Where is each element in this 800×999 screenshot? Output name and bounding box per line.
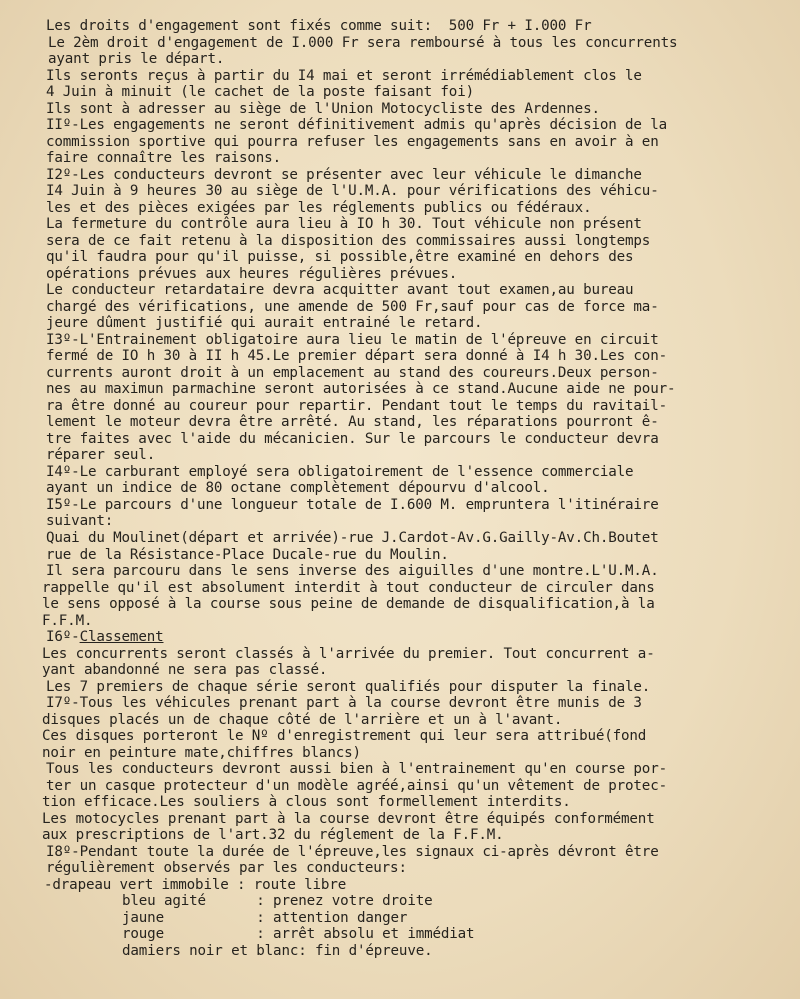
text-line: ter un casque protecteur d'un modèle agréé,ainsi qu'un vêtement de protec- [46, 777, 667, 794]
text-line: le sens opposé à la course sous peine de demande de disqualification,à la [42, 596, 655, 613]
text-line: Ils sont à adresser au siège de l'Union Motocycliste des Ardennes. [46, 100, 600, 117]
text-line: yant abandonné ne sera pas classé. [42, 662, 328, 679]
text-line: Le 2èm droit d'engagement de I.000 Fr sera remboursé à tous les concurrents [48, 34, 678, 51]
text-line: I7º-Tous les véhicules prenant part à la course devront être munis de 3 [46, 695, 642, 712]
text-line: Les 7 premiers de chaque série seront qualifiés pour disputer la finale. [46, 678, 651, 695]
text-line: IIº-Les engagements ne seront définitivement admis qu'après décision de la [46, 117, 667, 134]
text-line: régulièrement observés par les conducteurs: [46, 860, 407, 877]
text-line: F.F.M. [42, 612, 93, 629]
text-line: qu'il faudra pour qu'il puisse, si possible,être examiné en dehors des [46, 249, 634, 266]
text-line: I3º-L'Entrainement obligatoire aura lieu le matin de l'épreuve en circuit [46, 331, 659, 348]
text-line: fermé de IO h 30 à II h 45.Le premier départ sera donné à I4 h 30.Les con- [46, 348, 667, 365]
text-line: lement le moteur devra être arrêté. Au stand, les réparations pourront ê- [46, 414, 659, 431]
text-line: suivant: [46, 513, 114, 530]
text-line: Il sera parcouru dans le sens inverse des aiguilles d'une montre.L'U.M.A. [46, 563, 659, 580]
text-line: aux prescriptions de l'art.32 du réglement de la F.F.M. [42, 827, 504, 844]
text-line: tion efficace.Les souliers à clous sont formellement interdits. [42, 794, 571, 811]
text-line: Les concurrents seront classés à l'arrivée du premier. Tout concurrent a- [42, 645, 655, 662]
text-line: faire connaître les raisons. [46, 150, 281, 167]
text-block [42, 18, 778, 959]
text-line: I5º-Le parcours d'une longueur totale de I.600 M. empruntera l'itinéraire [46, 496, 659, 513]
text-line: Les droits d'engagement sont fixés comme suit: 500 Fr + I.000 Fr [46, 18, 592, 34]
text-line: damiers noir et blanc: fin d'épreuve. [122, 942, 433, 959]
text-line: commission sportive qui pourra refuser les engagements sans en avoir à en [46, 133, 659, 150]
text-line: I4 Juin à 9 heures 30 au siège de l'U.M.A. pour vérifications des véhicu- [46, 183, 659, 200]
text-line: nes au maximun parmachine seront autorisées à ce stand.Aucune aide ne pour- [46, 381, 676, 398]
text-line: opérations prévues aux heures régulières prévues. [46, 265, 458, 282]
text-line: Ces disques porteront le Nº d'enregistrement qui leur sera attribué(fond [42, 728, 647, 745]
text-line: rue de la Résistance-Place Ducale-rue du Moulin. [46, 546, 449, 563]
section-heading: Classement [79, 629, 164, 646]
text-line: jeure dûment justifié qui aurait entrainé le retard. [46, 315, 483, 332]
text-line: disques placés un de chaque côté de l'arrière et un à l'avant. [42, 711, 563, 728]
text-line: I4º-Le carburant employé sera obligatoirement de l'essence commerciale [46, 463, 634, 480]
text-line: Ils seronts reçus à partir du I4 mai et seront irrémédiablement clos le [46, 67, 642, 84]
text-line: -drapeau vert immobile : route libre [44, 876, 347, 893]
text-line: currents auront droit à un emplacement au stand des coureurs.Deux person- [46, 364, 659, 381]
text-line: ayant pris le départ. [48, 51, 225, 68]
text-line: I6º-Classement [46, 629, 164, 646]
text-line: les et des pièces exigées par les réglements publics ou fédéraux. [46, 199, 592, 216]
text-line: Le conducteur retardataire devra acquitter avant tout examen,au bureau [46, 282, 634, 299]
text-line: jaune : attention danger [122, 909, 408, 926]
text-line: I8º-Pendant toute la durée de l'épreuve,les signaux ci-après dévront être [46, 843, 659, 860]
text-line: bleu agité : prenez votre droite [122, 893, 433, 910]
text-line: Les motocycles prenant part à la course devront être équipés conformément [42, 810, 655, 827]
text-line: chargé des vérifications, une amende de 500 Fr,sauf pour cas de force ma- [46, 298, 659, 315]
text-line: sera de ce fait retenu à la disposition des commissaires aussi longtemps [46, 232, 651, 249]
text-line: Quai du Moulinet(départ et arrivée)-rue J.Cardot-Av.G.Gailly-Av.Ch.Boutet [46, 529, 659, 546]
text-line: La fermeture du contrôle aura lieu à IO h 30. Tout véhicule non présent [46, 216, 642, 233]
text-line: Tous les conducteurs devront aussi bien à l'entrainement qu'en course por- [46, 761, 667, 778]
text-line: rappelle qu'il est absolument interdit à tout conducteur de circuler dans [42, 579, 655, 596]
text-line: tre faites avec l'aide du mécanicien. Sur le parcours le conducteur devra [46, 430, 659, 447]
text-line: rouge : arrêt absolu et immédiat [122, 926, 475, 943]
text-line: I2º-Les conducteurs devront se présenter avec leur véhicule le dimanche [46, 166, 642, 183]
text-line: ra être donné au coureur pour repartir. Pendant tout le temps du ravitail- [46, 397, 667, 414]
text-line: noir en peinture mate,chiffres blancs) [42, 744, 361, 761]
text-line: réparer seul. [46, 447, 156, 464]
text-line: 4 Juin à minuit (le cachet de la poste faisant foi) [46, 84, 474, 101]
text-line: ayant un indice de 80 octane complètement dépourvu d'alcool. [46, 480, 550, 497]
